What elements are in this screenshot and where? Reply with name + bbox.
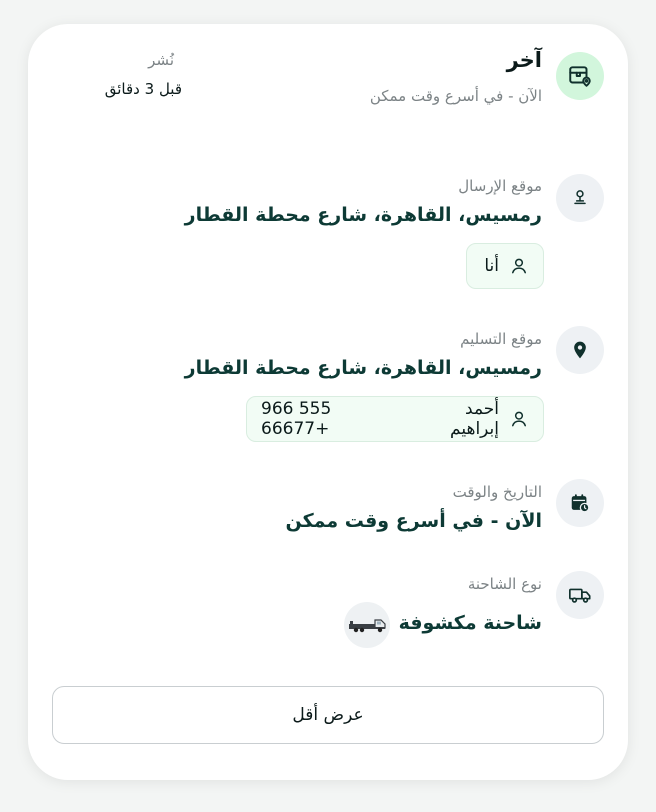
show-less-button[interactable]: عرض أقل — [52, 686, 604, 744]
datetime-value: الآن - في أسرع وقت ممكن — [285, 510, 542, 532]
flatbed-truck-icon — [344, 602, 390, 648]
published-label: نُشر — [148, 51, 174, 69]
pickup-contact-chip[interactable] — [466, 243, 544, 289]
truck-type-value: شاحنة مكشوفة — [398, 612, 542, 634]
pickup-label: موقع الإرسال — [458, 177, 542, 195]
published-time: قبل 3 دقائق — [104, 80, 182, 98]
dropoff-address: رمسيس، القاهرة، شارع محطة القطار — [184, 357, 542, 379]
pickup-address: رمسيس، القاهرة، شارع محطة القطار — [184, 204, 542, 226]
order-details-card — [28, 24, 628, 780]
order-subtitle: الآن - في أسرع وقت ممكن — [369, 87, 542, 105]
dropoff-contact-chip[interactable] — [246, 396, 544, 442]
dropoff-label: موقع التسليم — [460, 330, 542, 348]
location-marker-icon — [556, 326, 604, 374]
datetime-label: التاريخ والوقت — [452, 483, 542, 501]
truck-type-label: نوع الشاحنة — [467, 575, 542, 593]
pickup-contact-name: أنا — [484, 256, 499, 276]
user-icon — [509, 256, 529, 276]
truck-icon — [556, 571, 604, 619]
dropoff-contact-name: أحمد إبراهيم — [450, 399, 499, 439]
order-title: آخر — [506, 48, 542, 72]
dropoff-contact-phone: 966 555 66677+ — [261, 399, 332, 439]
package-location-icon — [556, 52, 604, 100]
calendar-clock-icon — [556, 479, 604, 527]
pin-icon — [556, 174, 604, 222]
user-icon — [509, 409, 529, 429]
